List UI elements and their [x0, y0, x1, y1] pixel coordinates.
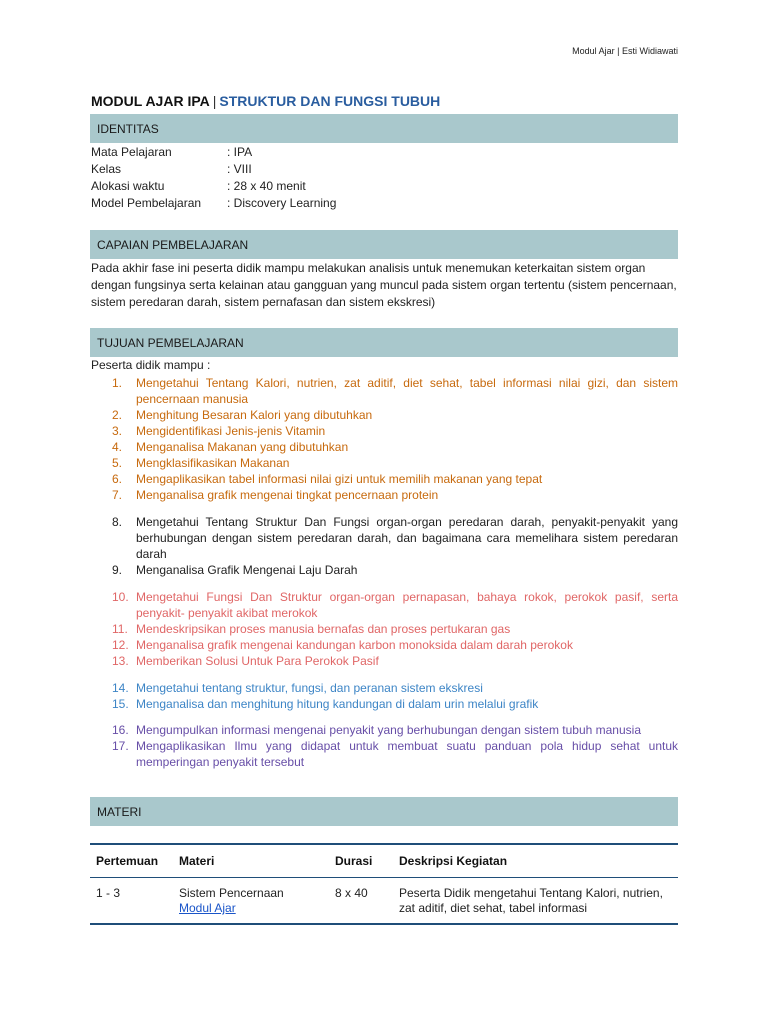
objective-list-group-5	[91, 722, 678, 770]
objective-number: 17.	[112, 739, 129, 753]
objective-item	[91, 637, 678, 653]
identitas-row	[91, 160, 336, 177]
objective-number: 3.	[112, 424, 123, 438]
capaian-text: Pada akhir fase ini peserta didik mampu melakukan analisis untuk menemukan keterkaitan sistem organ dengan fungsinya serta kelainan atau gangguan yang muncul pada sistem organ tertentu (sistem pencernaan, sistem peredaran darah, sistem pernafasan dan sistem ekskresi)	[91, 261, 677, 309]
objective-number: 7.	[112, 488, 123, 502]
objective-item	[91, 487, 678, 503]
objective-item	[91, 696, 678, 712]
objective-number: 15.	[112, 697, 129, 711]
cell-materi	[179, 886, 335, 923]
identitas-row	[91, 143, 336, 160]
section-tujuan-header: TUJUAN PEMBELAJARAN	[90, 328, 678, 357]
objective-number: 9.	[112, 563, 123, 577]
objective-text: Mengetahui Fungsi Dan Struktur organ-organ pernapasan, bahaya rokok, perokok pasif, serta penyakit- penyakit akibat merokok	[136, 590, 678, 620]
objective-number: 8.	[112, 515, 123, 529]
objective-text: Mengaplikasikan tabel informasi nilai gizi untuk memilih makanan yang tepat	[136, 472, 543, 486]
objective-list-group-3	[91, 589, 678, 669]
cell-durasi: 8 x 40	[335, 886, 368, 900]
section-identitas-header: IDENTITAS	[90, 114, 678, 143]
column-header-deskripsi: Deskripsi Kegiatan	[399, 853, 508, 868]
objective-text: Mengetahui tentang struktur, fungsi, dan peranan sistem ekskresi	[136, 681, 483, 695]
title-separator: |	[212, 93, 217, 109]
objective-item	[91, 407, 678, 423]
cell-pertemuan: 1 - 3	[96, 886, 121, 900]
identitas-label: Model Pembelajaran	[91, 195, 202, 210]
objective-item	[91, 455, 678, 471]
objective-text: Menganalisa grafik mengenai tingkat pencernaan protein	[136, 488, 439, 502]
objective-number: 1.	[112, 376, 123, 390]
column-header-durasi: Durasi	[335, 854, 373, 868]
objective-item	[91, 621, 678, 637]
objective-item	[91, 738, 678, 770]
table-row	[90, 878, 678, 925]
objective-number: 6.	[112, 472, 123, 486]
section-capaian-header: CAPAIAN PEMBELAJARAN	[90, 230, 678, 259]
objective-item	[91, 589, 678, 621]
identitas-value: : 28 x 40 menit	[227, 178, 306, 193]
objective-text: Menganalisa Grafik Mengenai Laju Darah	[136, 563, 358, 577]
objective-text: Menghitung Besaran Kalori yang dibutuhkan	[136, 408, 373, 422]
tujuan-intro: Peserta didik mampu :	[91, 358, 211, 372]
objective-number: 11.	[112, 622, 128, 636]
objective-item	[91, 471, 678, 487]
objective-text: Mengetahui Tentang Kalori, nutrien, zat aditif, diet sehat, tabel informasi nilai gizi, dan sistem pencernaan manusia	[136, 376, 678, 406]
objective-text: Mengaplikasikan Ilmu yang didapat untuk membuat suatu panduan pola hidup sehat untuk memperingan penyakit tersebut	[136, 739, 678, 769]
identitas-row	[91, 177, 336, 194]
identitas-label: Kelas	[91, 161, 122, 176]
objective-list-group-4	[91, 680, 678, 712]
title-main: MODUL AJAR IPA	[91, 93, 210, 109]
objective-text: Mengumpulkan informasi mengenai penyakit yang berhubungan dengan sistem tubuh manusia	[136, 723, 641, 737]
column-header-pertemuan: Pertemuan	[96, 854, 159, 868]
objective-text: Memberikan Solusi Untuk Para Perokok Pasif	[136, 654, 379, 668]
objective-number: 12.	[112, 638, 129, 652]
objective-text: Menganalisa dan menghitung hitung kandungan di dalam urin melalui grafik	[136, 697, 539, 711]
objective-text: Mendeskripsikan proses manusia bernafas dan proses pertukaran gas	[136, 622, 511, 636]
objective-number: 16.	[112, 723, 129, 737]
objective-number: 5.	[112, 456, 123, 470]
column-header-materi: Materi	[179, 854, 215, 868]
title-sub: STRUKTUR DAN FUNGSI TUBUH	[219, 93, 441, 109]
objective-item	[91, 653, 678, 669]
identitas-value: : IPA	[227, 144, 253, 159]
identitas-value: : Discovery Learning	[227, 195, 337, 210]
cell-deskripsi: Peserta Didik mengetahui Tentang Kalori, nutrien, zat aditif, diet sehat, tabel informasi	[399, 886, 663, 915]
objective-item	[91, 680, 678, 696]
objective-number: 14.	[112, 681, 129, 695]
identitas-label: Alokasi waktu	[91, 178, 165, 193]
identitas-row	[91, 194, 336, 211]
page-title	[91, 93, 440, 109]
materi-table	[90, 843, 678, 925]
objective-item	[91, 439, 678, 455]
identitas-label: Mata Pelajaran	[91, 144, 172, 159]
header-author: Modul Ajar | Esti Widiawati	[572, 46, 678, 56]
objective-item	[91, 423, 678, 439]
objective-number: 4.	[112, 440, 123, 454]
objective-list-group-1	[91, 375, 678, 503]
identitas-table	[91, 143, 336, 211]
objective-number: 10.	[112, 590, 129, 604]
objective-text: Menganalisa Makanan yang dibutuhkan	[136, 440, 349, 454]
objective-item	[91, 562, 678, 578]
materi-name: Sistem Pencernaan	[179, 886, 284, 900]
objective-text: Menganalisa grafik mengenai kandungan karbon monoksida dalam darah perokok	[136, 638, 573, 652]
objective-number: 13.	[112, 654, 129, 668]
modul-ajar-link[interactable]: Modul Ajar	[179, 901, 236, 915]
objective-number: 2.	[112, 408, 123, 422]
objective-item	[91, 514, 678, 562]
objective-item	[91, 722, 678, 738]
materi-table-header	[90, 845, 678, 878]
objective-item	[91, 375, 678, 407]
objective-text: Mengidentifikasi Jenis-jenis Vitamin	[136, 424, 326, 438]
objective-text: Mengklasifikasikan Makanan	[136, 456, 290, 470]
section-materi-header: MATERI	[90, 797, 678, 826]
identitas-value: : VIII	[227, 161, 252, 176]
objective-text: Mengetahui Tentang Struktur Dan Fungsi organ-organ peredaran darah, penyakit-penyakit yang berhubungan dengan sistem peredaran darah, dan bagaimana cara memelihara sistem peredaran darah	[136, 515, 678, 561]
objective-list-group-2	[91, 514, 678, 578]
